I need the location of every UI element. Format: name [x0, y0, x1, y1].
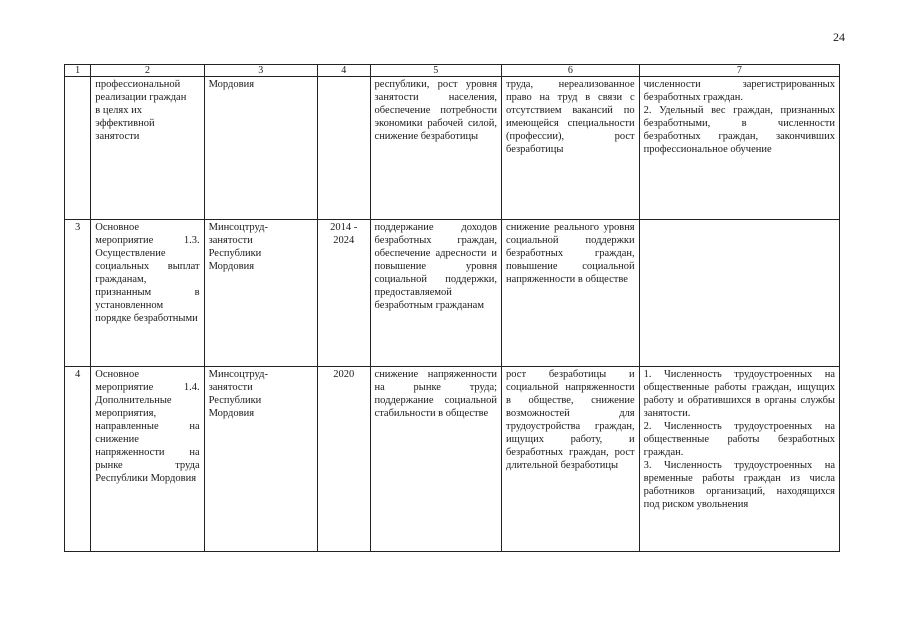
period [317, 77, 370, 220]
executor: Мордовия [204, 77, 317, 220]
executor: Минсоцтруд- занятости Республики Мордовия [204, 367, 317, 552]
table-row [65, 220, 840, 367]
column-header: 6 [502, 65, 640, 77]
row-number: 3 [65, 220, 91, 367]
main-directions: республики, рост уровня занятости населения, обеспечение потребности экономики рабочей силой, снижение безработицы [370, 77, 502, 220]
period: 2014 - 2024 [317, 220, 370, 367]
table-row [65, 367, 840, 552]
consequences: труда, нереализованное право на труд в связи с отсутствием вакансий по имеющейся специальности (профессии), рост безработицы [502, 77, 640, 220]
consequences: снижение реального уровня социальной поддержки безработных граждан, повышение социальной напряженности в обществе [502, 220, 640, 367]
column-header: 5 [370, 65, 502, 77]
consequences: рост безработицы и социальной напряженности в обществе, снижение возможностей для трудоустройства граждан, ищущих работу, и безработных граждан, рост длительной безработицы [502, 367, 640, 552]
indicators: 1. Численность трудоустроенных на общественные работы граждан, ищущих работу и обратившихся в органы службы занятости. 2. Численность трудоустроенных на общественные работы безработных граждан. 3. Численность трудоустроенных на временные работы граждан из числа работников организаций, находящихся под риском увольнения [639, 367, 839, 552]
table-header-row [65, 65, 840, 77]
indicators: численности зарегистрированных безработных граждан. 2. Удельный вес граждан, признанных безработными, в численности безработных граждан, закончивших профессиональное обучение [639, 77, 839, 220]
indicators [639, 220, 839, 367]
event-name: Основное мероприятие 1.3. Осуществление социальных выплат гражданам, признанным в установленном порядке безработными [91, 220, 204, 367]
main-directions: поддержание доходов безработных граждан, обеспечение адресности и повышение уровня социальной поддержки, предоставляемой безработным гражданам [370, 220, 502, 367]
event-name: профессиональной реализации граждан в целях их эффективной занятости [91, 77, 204, 220]
executor: Минсоцтруд- занятости Республики Мордовия [204, 220, 317, 367]
row-number [65, 77, 91, 220]
document-table [64, 64, 840, 552]
column-header: 2 [91, 65, 204, 77]
column-header: 7 [639, 65, 839, 77]
column-header: 3 [204, 65, 317, 77]
row-number: 4 [65, 367, 91, 552]
event-name: Основное мероприятие 1.4. Дополнительные мероприятия, направленные на снижение напряженности на рынке труда Республики Мордовия [91, 367, 204, 552]
main-directions: снижение напряженности на рынке труда; поддержание социальной стабильности в обществе [370, 367, 502, 552]
table-row [65, 77, 840, 220]
column-header: 4 [317, 65, 370, 77]
page-number: 24 [833, 30, 845, 44]
column-header: 1 [65, 65, 91, 77]
period: 2020 [317, 367, 370, 552]
